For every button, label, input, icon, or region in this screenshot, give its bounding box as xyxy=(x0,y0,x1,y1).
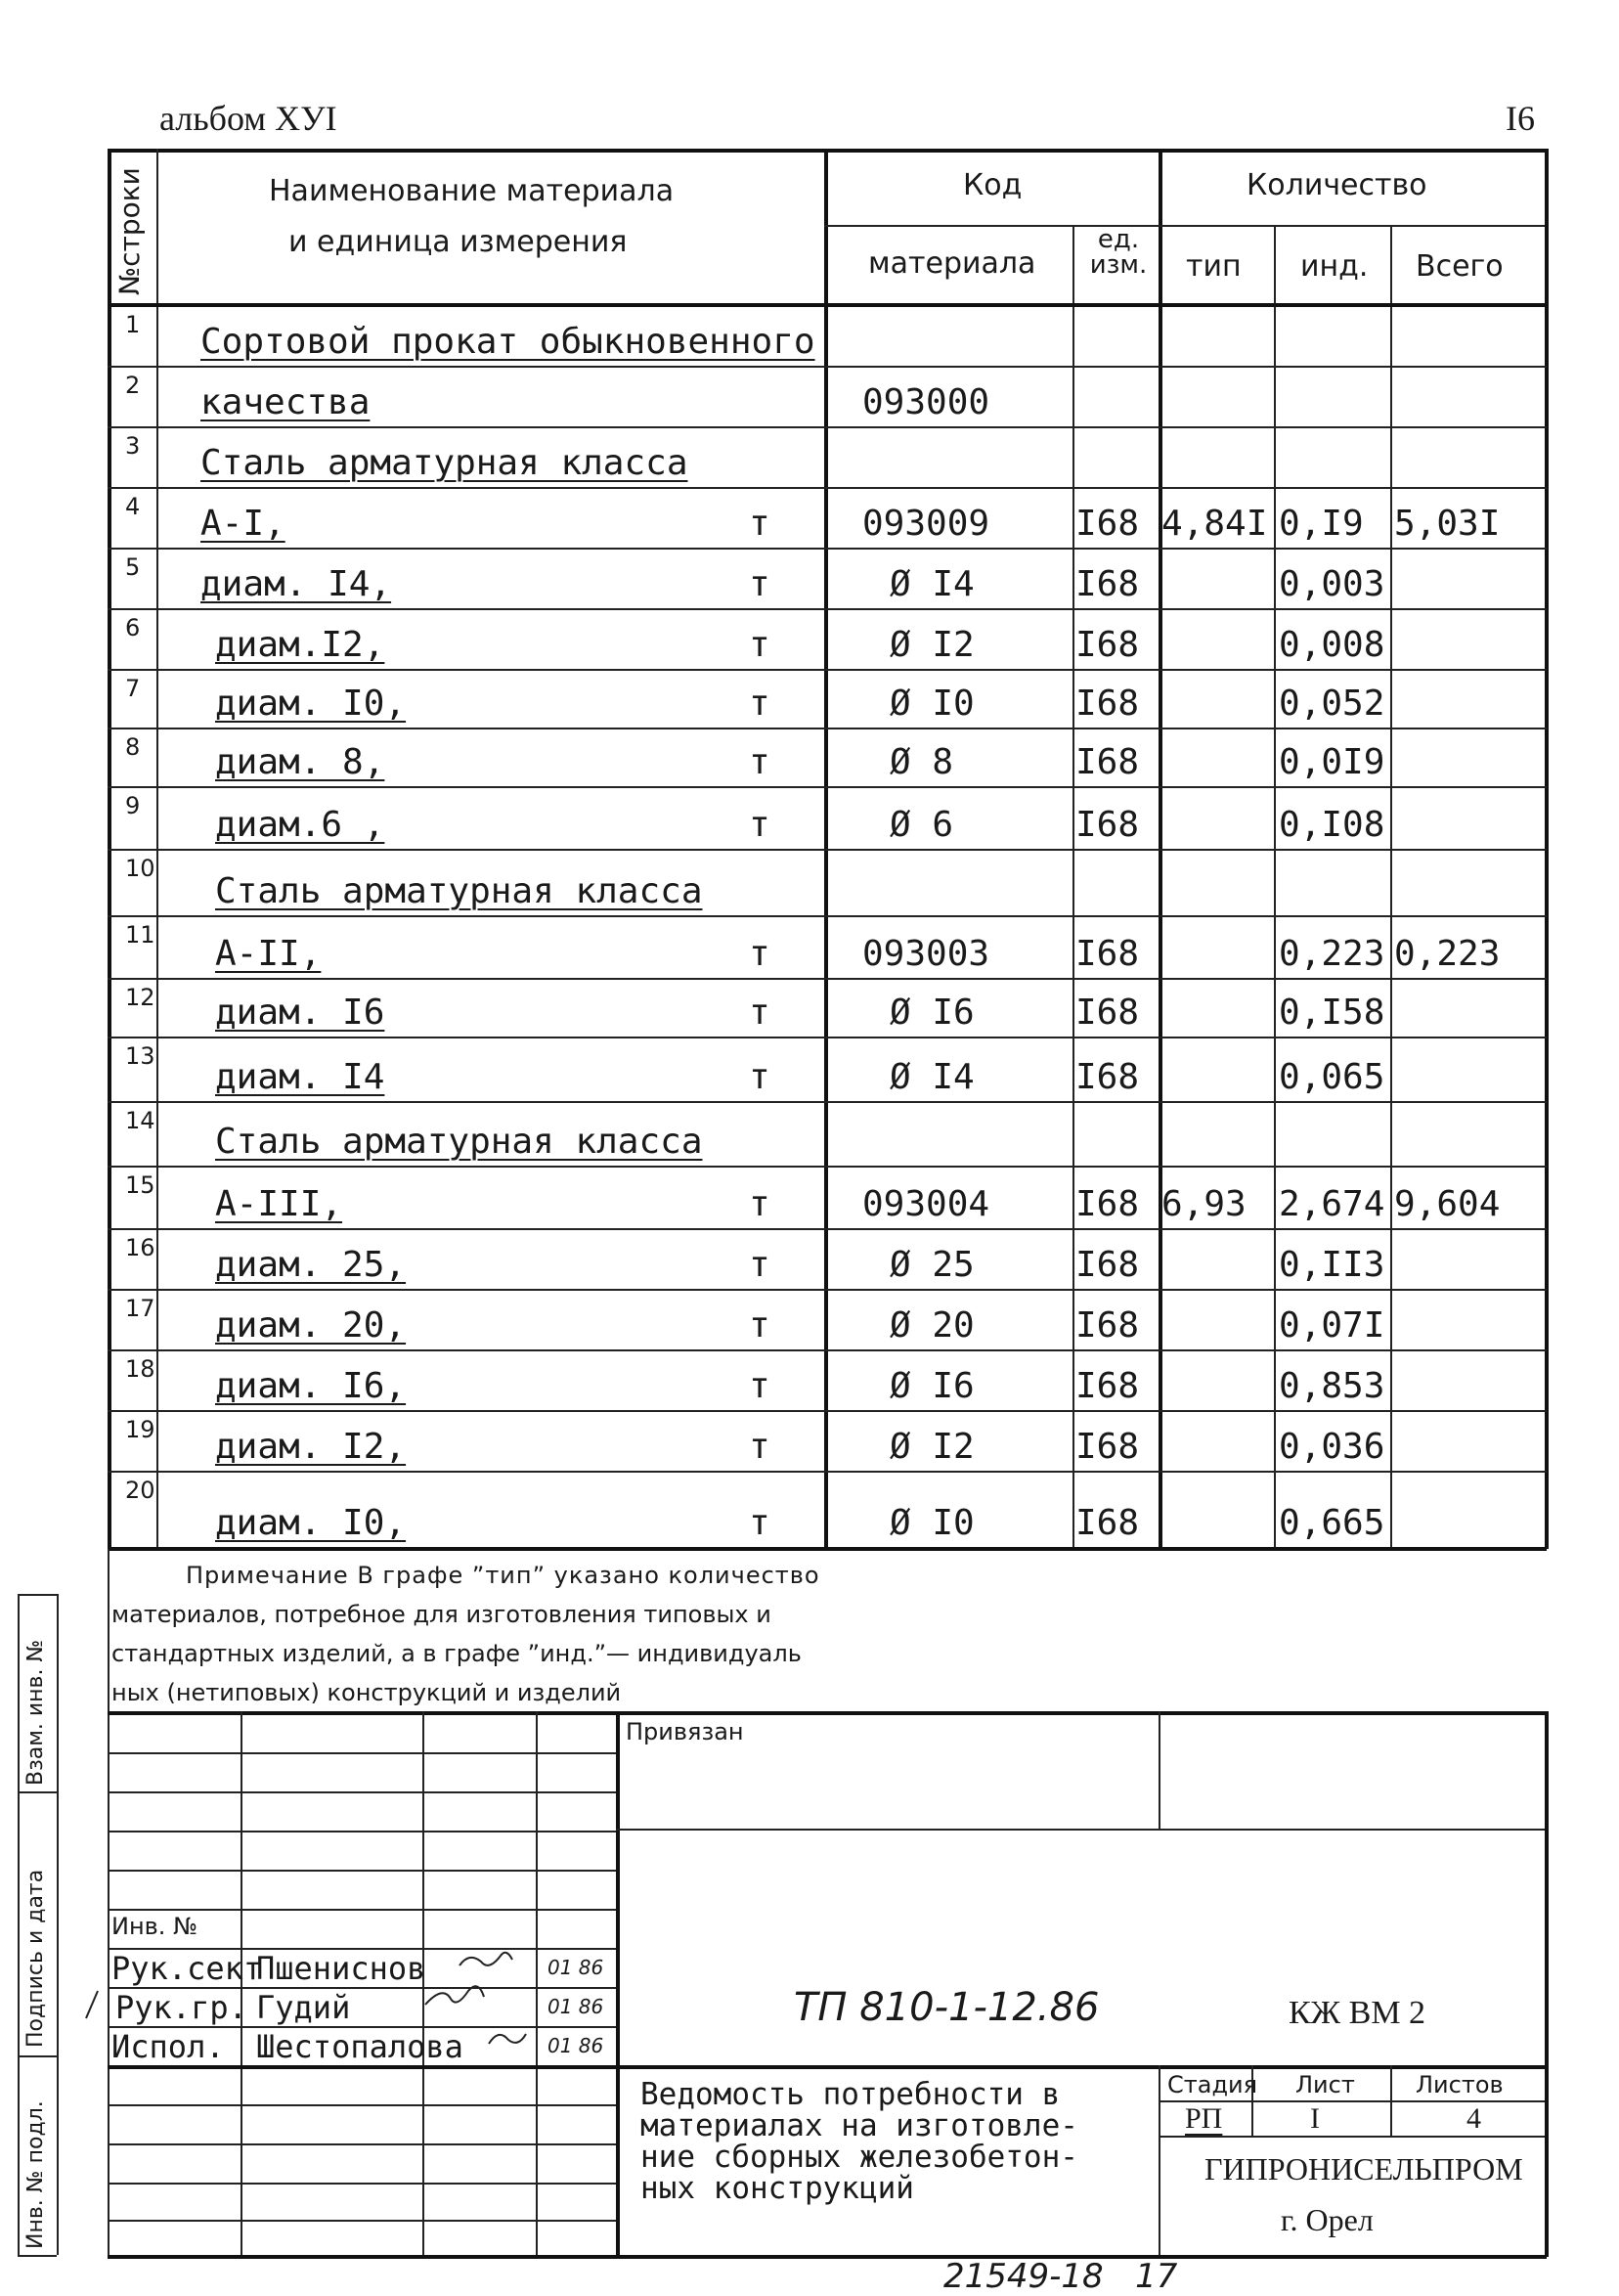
row-number: 9 xyxy=(125,792,141,819)
row-number: 1 xyxy=(125,311,141,338)
material-code: 093004 xyxy=(862,1184,990,1224)
unit: т xyxy=(749,1503,770,1543)
unit-code: I68 xyxy=(1075,993,1140,1033)
header-quantity: Количество xyxy=(1247,168,1427,202)
qty-ind: 0,I58 xyxy=(1279,993,1385,1033)
unit: т xyxy=(749,1245,770,1285)
row-number: 3 xyxy=(125,432,141,460)
row-number: 17 xyxy=(125,1295,155,1322)
material-name: диам. 25, xyxy=(215,1245,407,1285)
document-title-1: Ведомость потребности в xyxy=(640,2077,1061,2112)
material-code: Ø I6 xyxy=(890,993,975,1033)
name-1: Пшениснов xyxy=(256,1950,426,1987)
sheets-value: 4 xyxy=(1466,2102,1481,2135)
header-name-line2: и единица измерения xyxy=(288,225,628,259)
note-line2: материалов, потребное для изготовления типовых и xyxy=(111,1601,771,1628)
header-name-line1: Наименование материала xyxy=(269,174,675,208)
material-code: Ø 8 xyxy=(890,742,954,782)
header-code-material: материала xyxy=(868,246,1036,281)
qty-ind: 0,853 xyxy=(1279,1366,1385,1406)
qty-ind: 0,065 xyxy=(1279,1057,1385,1097)
unit-code: I68 xyxy=(1075,1366,1140,1406)
side-label-inv-podl: Инв. № подл. xyxy=(23,2100,48,2249)
material-name: диам. I4 xyxy=(215,1057,385,1097)
material-code: 093009 xyxy=(862,504,990,544)
material-name: диам. I0, xyxy=(215,684,407,724)
material-name: Сталь арматурная класса xyxy=(215,1122,703,1162)
archive-number: 21549-18 17 xyxy=(943,2257,1178,2296)
document-title-4: ных конструкций xyxy=(640,2171,914,2206)
qty-ind: 0,II3 xyxy=(1279,1245,1385,1285)
material-code: Ø 20 xyxy=(890,1305,975,1346)
unit-code: I68 xyxy=(1075,1305,1140,1346)
sheet-code: КЖ ВМ 2 xyxy=(1289,1995,1426,2031)
material-code: Ø I0 xyxy=(890,684,975,724)
date-2: 01 86 xyxy=(547,1995,604,2018)
name-3: Шестопалова xyxy=(256,2028,463,2065)
stage-label: Стадия xyxy=(1167,2071,1258,2098)
qty-ind: 0,003 xyxy=(1279,564,1385,604)
qty-ind: 0,I9 xyxy=(1279,504,1364,544)
unit: т xyxy=(749,1366,770,1406)
unit: т xyxy=(749,993,770,1033)
qty-ind: 0,I08 xyxy=(1279,805,1385,845)
unit: т xyxy=(749,564,770,604)
material-code: 093000 xyxy=(862,382,990,422)
row-number: 18 xyxy=(125,1355,155,1383)
qty-ind: 0,0I9 xyxy=(1279,742,1385,782)
material-code: Ø 25 xyxy=(890,1245,975,1285)
row-number: 12 xyxy=(125,984,155,1011)
material-name: диам. I0, xyxy=(215,1503,407,1543)
material-name: диам. I6 xyxy=(215,993,385,1033)
material-name: А-I, xyxy=(200,504,285,544)
unit-code: I68 xyxy=(1075,1427,1140,1467)
unit-code: I68 xyxy=(1075,625,1140,665)
material-code: Ø I4 xyxy=(890,564,975,604)
header-row-number: №строки xyxy=(113,167,146,295)
unit: т xyxy=(749,805,770,845)
qty-ind: 0,665 xyxy=(1279,1503,1385,1543)
row-number: 7 xyxy=(125,675,141,702)
material-name: Сортовой прокат обыкновенного xyxy=(200,322,815,362)
material-code: Ø I4 xyxy=(890,1057,975,1097)
qty-ind: 2,674 xyxy=(1279,1184,1385,1224)
row-number: 14 xyxy=(125,1107,155,1134)
header-qty-total: Всего xyxy=(1416,249,1504,284)
document-title-3: ние сборных железобетон- xyxy=(640,2140,1078,2175)
material-code: Ø I6 xyxy=(890,1366,975,1406)
unit: т xyxy=(749,742,770,782)
note-line3: стандартных изделий, а в графе ”инд.”— индивидуаль xyxy=(111,1640,802,1667)
material-code: Ø 6 xyxy=(890,805,954,845)
document-code: ТП 810-1-12.86 xyxy=(794,1985,1100,2030)
material-name: диам.6 , xyxy=(215,805,385,845)
unit-code: I68 xyxy=(1075,1503,1140,1543)
qty-total: 0,223 xyxy=(1394,934,1501,974)
row-number: 2 xyxy=(125,372,141,399)
date-1: 01 86 xyxy=(547,1956,604,1979)
header-qty-type: тип xyxy=(1186,249,1242,284)
material-code: 093003 xyxy=(862,934,990,974)
row-number: 11 xyxy=(125,921,155,949)
header-code-unit: ед. изм. xyxy=(1089,225,1148,280)
role-3: Испол. xyxy=(111,2028,225,2065)
row-number: 16 xyxy=(125,1234,155,1261)
qty-total: 9,604 xyxy=(1394,1184,1501,1224)
qty-ind: 0,07I xyxy=(1279,1305,1385,1346)
material-name: диам.I2, xyxy=(215,625,385,665)
material-name: диам. 20, xyxy=(215,1305,407,1346)
unit-code: I68 xyxy=(1075,742,1140,782)
material-code: Ø I2 xyxy=(890,625,975,665)
sheets-label: Листов xyxy=(1416,2071,1504,2098)
row-number: 13 xyxy=(125,1042,155,1070)
sheet-value: I xyxy=(1310,2102,1320,2135)
role-2: Рук.гр. xyxy=(115,1989,247,2026)
material-name: Сталь арматурная класса xyxy=(215,871,703,911)
date-3: 01 86 xyxy=(547,2034,604,2057)
unit-code: I68 xyxy=(1075,934,1140,974)
document-title-2: материалах на изготовле- xyxy=(640,2108,1078,2143)
inv-no-label: Инв. № xyxy=(111,1913,198,1940)
qty-ind: 0,223 xyxy=(1279,934,1385,974)
material-code: Ø I2 xyxy=(890,1427,975,1467)
stage-value: РП xyxy=(1185,2102,1223,2135)
qty-ind: 0,052 xyxy=(1279,684,1385,724)
material-name: диам. I4, xyxy=(200,564,392,604)
organization-city: г. Орел xyxy=(1281,2202,1374,2237)
material-name: диам. 8, xyxy=(215,742,385,782)
unit-code: I68 xyxy=(1075,684,1140,724)
organization-name: ГИПРОНИСЕЛЬПРОМ xyxy=(1204,2151,1523,2186)
name-2: Гудий xyxy=(256,1989,351,2026)
header-code: Код xyxy=(963,168,1023,202)
album-label: альбом ХУI xyxy=(159,99,337,138)
page-number: I6 xyxy=(1506,99,1535,138)
material-name: А-III, xyxy=(215,1184,343,1224)
row-number: 10 xyxy=(125,855,155,882)
unit: т xyxy=(749,625,770,665)
side-label-vzam: Взам. инв. № xyxy=(23,1639,48,1786)
row-number: 19 xyxy=(125,1416,155,1443)
role-1: Рук.сект xyxy=(111,1950,263,1987)
material-name: диам. I6, xyxy=(215,1366,407,1406)
material-name: качества xyxy=(200,382,371,422)
material-code: Ø I0 xyxy=(890,1503,975,1543)
sheet-label: Лист xyxy=(1295,2071,1355,2098)
material-name: Сталь арматурная класса xyxy=(200,443,688,483)
header-qty-ind: инд. xyxy=(1300,249,1369,284)
row-number: 6 xyxy=(125,614,141,641)
unit: т xyxy=(749,684,770,724)
side-label-podpis: Подпись и дата xyxy=(23,1869,48,2048)
unit: т xyxy=(749,504,770,544)
row-number: 4 xyxy=(125,493,141,520)
unit: т xyxy=(749,934,770,974)
unit: т xyxy=(749,1184,770,1224)
unit: т xyxy=(749,1305,770,1346)
row-number: 5 xyxy=(125,553,141,581)
qty-ind: 0,036 xyxy=(1279,1427,1385,1467)
qty-total: 5,03I xyxy=(1394,504,1501,544)
unit: т xyxy=(749,1427,770,1467)
unit: т xyxy=(749,1057,770,1097)
qty-type: 4,84I xyxy=(1161,504,1268,544)
privyazan-label: Привязан xyxy=(626,1718,744,1745)
row-number: 8 xyxy=(125,733,141,761)
unit-code: I68 xyxy=(1075,504,1140,544)
material-name: диам. I2, xyxy=(215,1427,407,1467)
row-number: 15 xyxy=(125,1171,155,1199)
note-line4: ных (нетиповых) конструкций и изделий xyxy=(111,1679,622,1706)
unit-code: I68 xyxy=(1075,805,1140,845)
unit-code: I68 xyxy=(1075,1057,1140,1097)
qty-type: 6,93 xyxy=(1161,1184,1247,1224)
material-name: А-II, xyxy=(215,934,322,974)
unit-code: I68 xyxy=(1075,1245,1140,1285)
row-number: 20 xyxy=(125,1477,155,1504)
note-line1: Примечание В графе ”тип” указано количество xyxy=(186,1562,820,1589)
unit-code: I68 xyxy=(1075,1184,1140,1224)
qty-ind: 0,008 xyxy=(1279,625,1385,665)
unit-code: I68 xyxy=(1075,564,1140,604)
